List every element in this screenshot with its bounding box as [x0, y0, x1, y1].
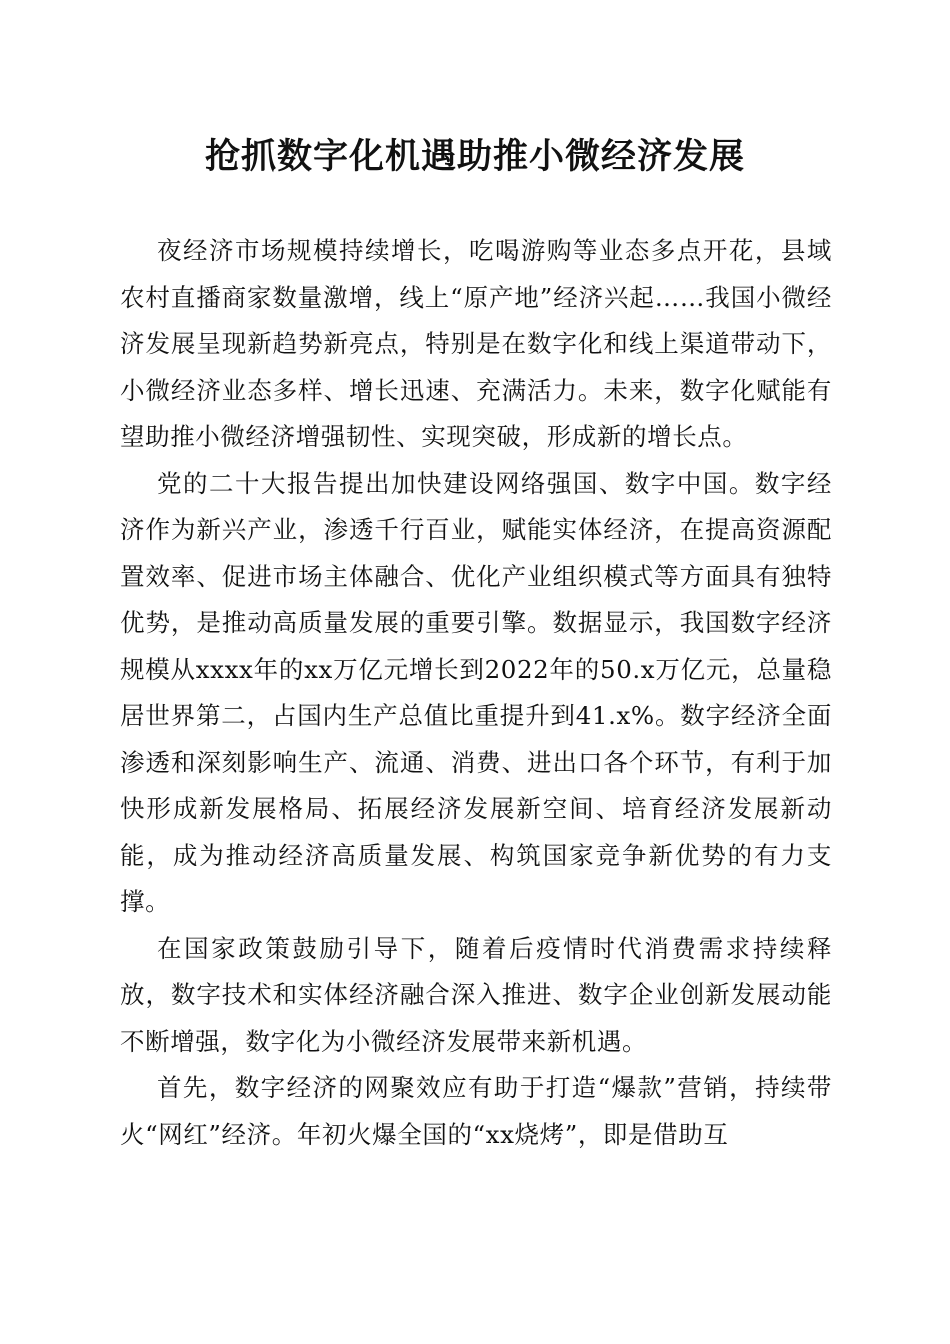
paragraph-3: 在国家政策鼓励引导下，随着后疫情时代消费需求持续释放，数字技术和实体经济融合深入推进、数字企业创新发展动能不断增强，数字化为小微经济发展带来新机遇。 [120, 933, 832, 1056]
paragraph-4: 首先，数字经济的网聚效应有助于打造“爆款”营销，持续带火“网红”经济。年初火爆全国的“xx烧烤”，即是借助互 [120, 1073, 832, 1149]
document-body [120, 228, 832, 1158]
document-title: 抢抓数字化机遇助推小微经济发展 [204, 136, 745, 177]
paragraph-2: 党的二十大报告提出加快建设网络强国、数字中国。数字经济作为新兴产业，渗透千行百业，赋能实体经济，在提高资源配置效率、促进市场主体融合、优化产业组织模式等方面具有独特优势，是推动高质量发展的重要引擎。数据显示，我国数字经济规模从xxxx年的xx万亿元增长到2022年的50.x万亿元，总量稳居世界第二，占国内生产总值比重提升到41.x%。数字经济全面渗透和深刻影响生产、流通、消费、进出口各个环节，有利于加快形成新发展格局、拓展经济发展新空间、培育经济发展新动能，成为推动经济高质量发展、构筑国家竞争新优势的有力支撑。 [120, 468, 832, 916]
paragraph-1: 夜经济市场规模持续增长，吃喝游购等业态多点开花，县域农村直播商家数量激增，线上“原产地”经济兴起……我国小微经济发展呈现新趋势新亮点，特别是在数字化和线上渠道带动下，小微经济业态多样、增长迅速、充满活力。未来，数字化赋能有望助推小微经济增强韧性、实现突破，形成新的增长点。 [120, 236, 832, 451]
